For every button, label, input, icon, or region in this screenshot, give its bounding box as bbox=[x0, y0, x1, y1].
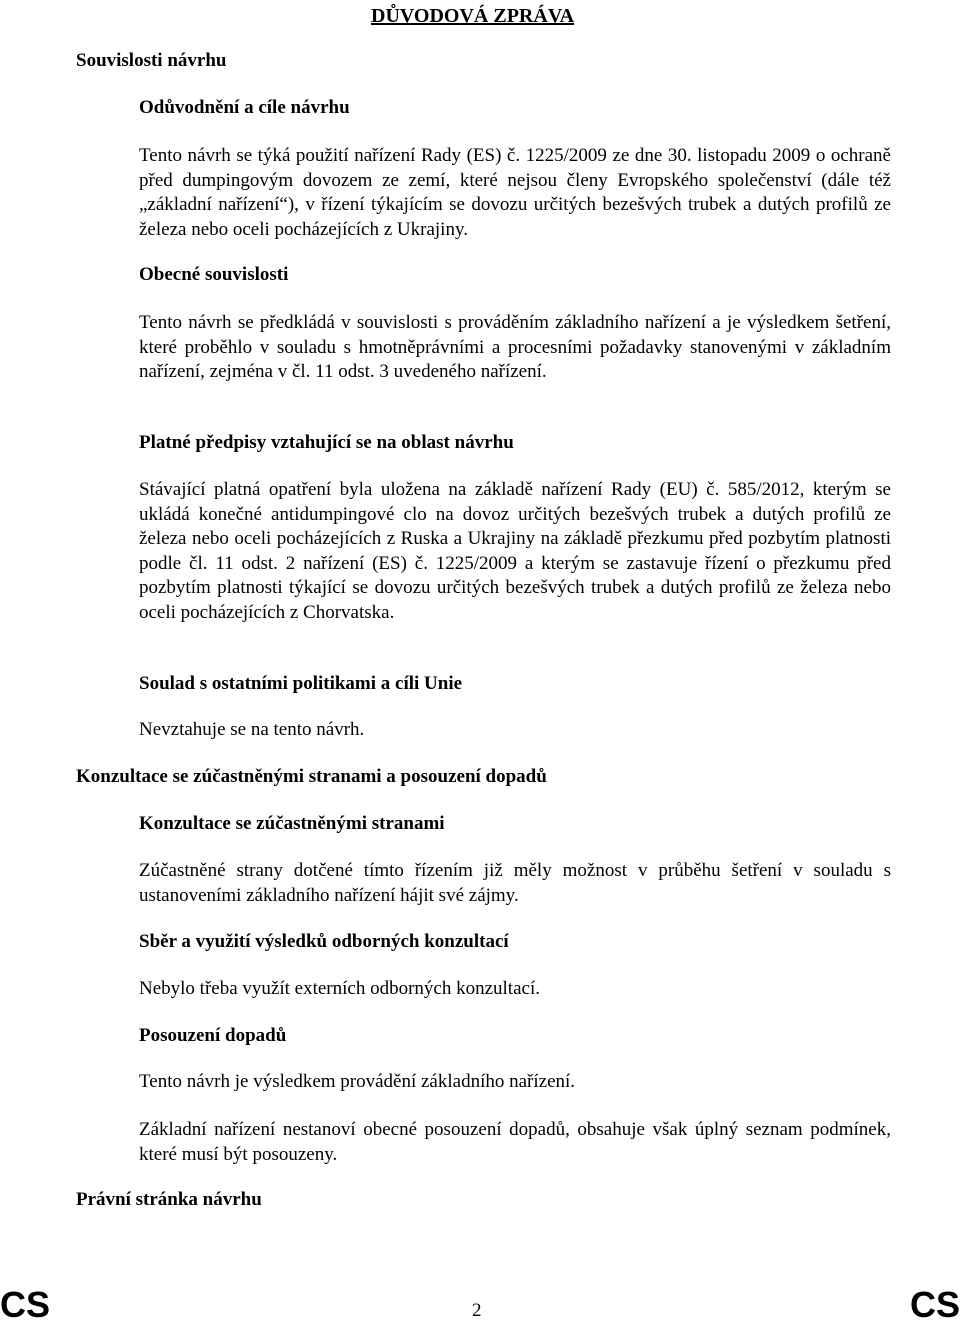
subheading-soulad: Soulad s ostatními politikami a cíli Unie bbox=[139, 673, 463, 694]
paragraph-soulad: Nevztahuje se na tento návrh. bbox=[139, 719, 365, 740]
paragraph-oduvodneni: Tento návrh se týká použití nařízení Rady (ES) č. 1225/2009 ze dne 30. listopadu 2009 o ochraně před dumpingovým dovozem ze zemí, které nejsou členy Evropského společenství (dále též „základní nařízení“), v řízení týkajícím se dovozu určitých bezešvých trubek a dutých profilů ze železa nebo oceli pocházejících z Ukrajiny. bbox=[139, 145, 891, 240]
paragraph-posouzeni-2: Základní nařízení nestanoví obecné posouzení dopadů, obsahuje však úplný seznam podmínek, které musí být posouzeny. bbox=[139, 1119, 891, 1165]
subheading-platne: Platné předpisy vztahující se na oblast návrhu bbox=[139, 432, 514, 453]
subheading-sber: Sběr a využití výsledků odborných konzultací bbox=[139, 931, 509, 952]
section-heading-souvislosti: Souvislosti návrhu bbox=[76, 50, 227, 71]
page-title: DŮVODOVÁ ZPRÁVA bbox=[371, 5, 575, 27]
subheading-strany: Konzultace se zúčastněnými stranami bbox=[139, 813, 445, 834]
section-heading-pravni: Právní stránka návrhu bbox=[76, 1189, 262, 1210]
paragraph-sber: Nebylo třeba využít externích odborných konzultací. bbox=[139, 978, 540, 999]
footer-language-code-left: CS bbox=[0, 1284, 51, 1325]
subheading-oduvodneni: Odůvodnění a cíle návrhu bbox=[139, 97, 350, 118]
paragraph-obecne: Tento návrh se předkládá v souvislosti s prováděním základního nařízení a je výsledkem šetření, které proběhlo v souladu s hmotněprávními a procesními požadavky stanovenými v základním nařízení, zejména v čl. 11 odst. 3 uvedeného nařízení. bbox=[139, 312, 891, 382]
paragraph-platne: Stávající platná opatření byla uložena na základě nařízení Rady (EU) č. 585/2012, kterým se ukládá konečné antidumpingové clo na dovoz určitých bezešvých trubek a dutých profilů ze železa nebo oceli pocházejících z Ruska a Ukrajiny na základě přezkumu před pozbytím platnosti podle čl. 11 odst. 2 nařízení (ES) č. 1225/2009 a kterým se zastavuje řízení o přezkumu před pozbytím platnosti týkající se dovozu určitých bezešvých trubek a dutých profilů ze železa nebo oceli pocházejících z Chorvatska. bbox=[139, 479, 891, 623]
section-heading-konzultace: Konzultace se zúčastněnými stranami a posouzení dopadů bbox=[76, 766, 547, 787]
footer-language-code-right: CS bbox=[909, 1284, 960, 1325]
subheading-obecne: Obecné souvislosti bbox=[139, 264, 289, 285]
paragraph-posouzeni-1: Tento návrh je výsledkem provádění základního nařízení. bbox=[139, 1071, 576, 1092]
subheading-posouzeni: Posouzení dopadů bbox=[139, 1025, 287, 1046]
paragraph-strany: Zúčastněné strany dotčené tímto řízením již měly možnost v průběhu šetření v souladu s ustanoveními základního nařízení hájit své zájmy. bbox=[139, 860, 891, 906]
page-number: 2 bbox=[472, 1300, 482, 1321]
